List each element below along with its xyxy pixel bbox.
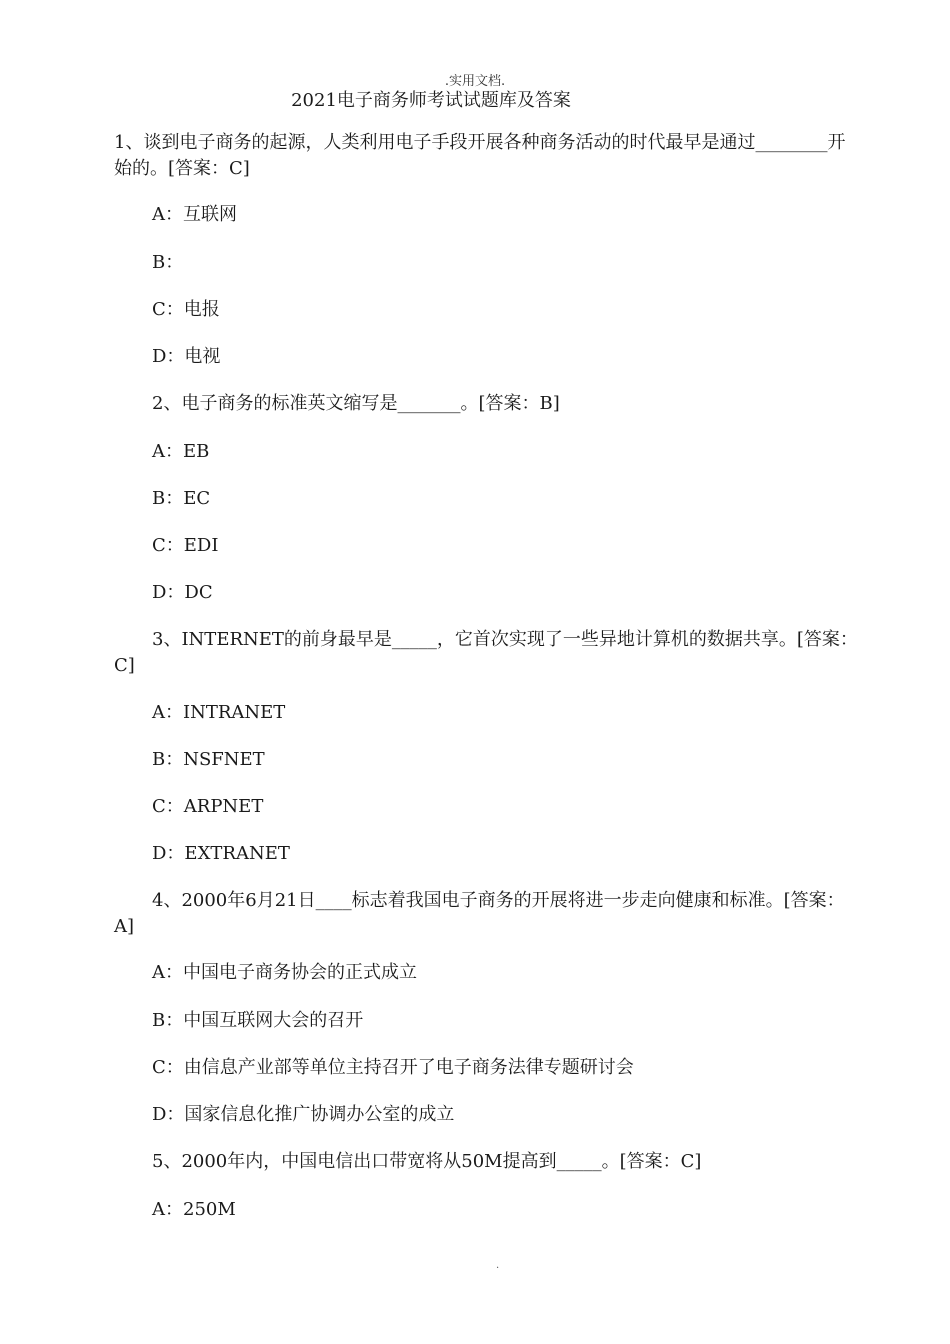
question-4-option-a: A：中国电子商务协会的正式成立 <box>152 962 417 983</box>
question-1-text-cont: 始的。[答案：C] <box>114 158 250 179</box>
document-title: 2021电子商务师考试试题库及答案 <box>291 90 571 111</box>
page-header: .实用文档. <box>444 74 506 89</box>
question-3-option-d: D：EXTRANET <box>152 843 290 864</box>
question-2-option-b: B：EC <box>152 488 211 509</box>
question-5-option-a: A：250M <box>152 1199 236 1220</box>
question-3-option-c: C：ARPNET <box>152 796 264 817</box>
question-4-option-c: C：由信息产业部等单位主持召开了电子商务法律专题研讨会 <box>152 1057 634 1078</box>
question-3-option-a: A：INTRANET <box>152 702 286 723</box>
question-1-text: 1、谈到电子商务的起源，人类利用电子手段开展各种商务活动的时代最早是通过________开 <box>114 132 846 153</box>
question-1-option-c: C：电报 <box>152 299 220 320</box>
question-2-text: 2、电子商务的标准英文缩写是_______。[答案：B] <box>152 393 560 414</box>
question-1-option-d: D：电视 <box>152 346 221 367</box>
question-2-option-c: C：EDI <box>152 535 219 556</box>
question-2-option-a: A：EB <box>152 441 210 462</box>
question-4-text: 4、2000年6月21日____标志着我国电子商务的开展将进一步走向健康和标准。[答案： <box>152 890 845 911</box>
question-1-option-b: B： <box>152 252 184 273</box>
question-4-option-d: D：国家信息化推广协调办公室的成立 <box>152 1104 455 1125</box>
question-3-text: 3、INTERNET的前身最早是_____，它首次实现了一些异地计算机的数据共享。[答案： <box>152 629 858 650</box>
page-footer: . <box>496 1260 500 1271</box>
question-5-text: 5、2000年内，中国电信出口带宽将从50M提高到_____。[答案：C] <box>152 1151 702 1172</box>
question-1-option-a: A：互联网 <box>152 204 237 225</box>
question-2-option-d: D：DC <box>152 582 213 603</box>
question-4-text-cont: A] <box>114 916 135 937</box>
question-3-option-b: B：NSFNET <box>152 749 265 770</box>
question-4-option-b: B：中国互联网大会的召开 <box>152 1010 364 1031</box>
question-3-text-cont: C] <box>114 655 135 676</box>
